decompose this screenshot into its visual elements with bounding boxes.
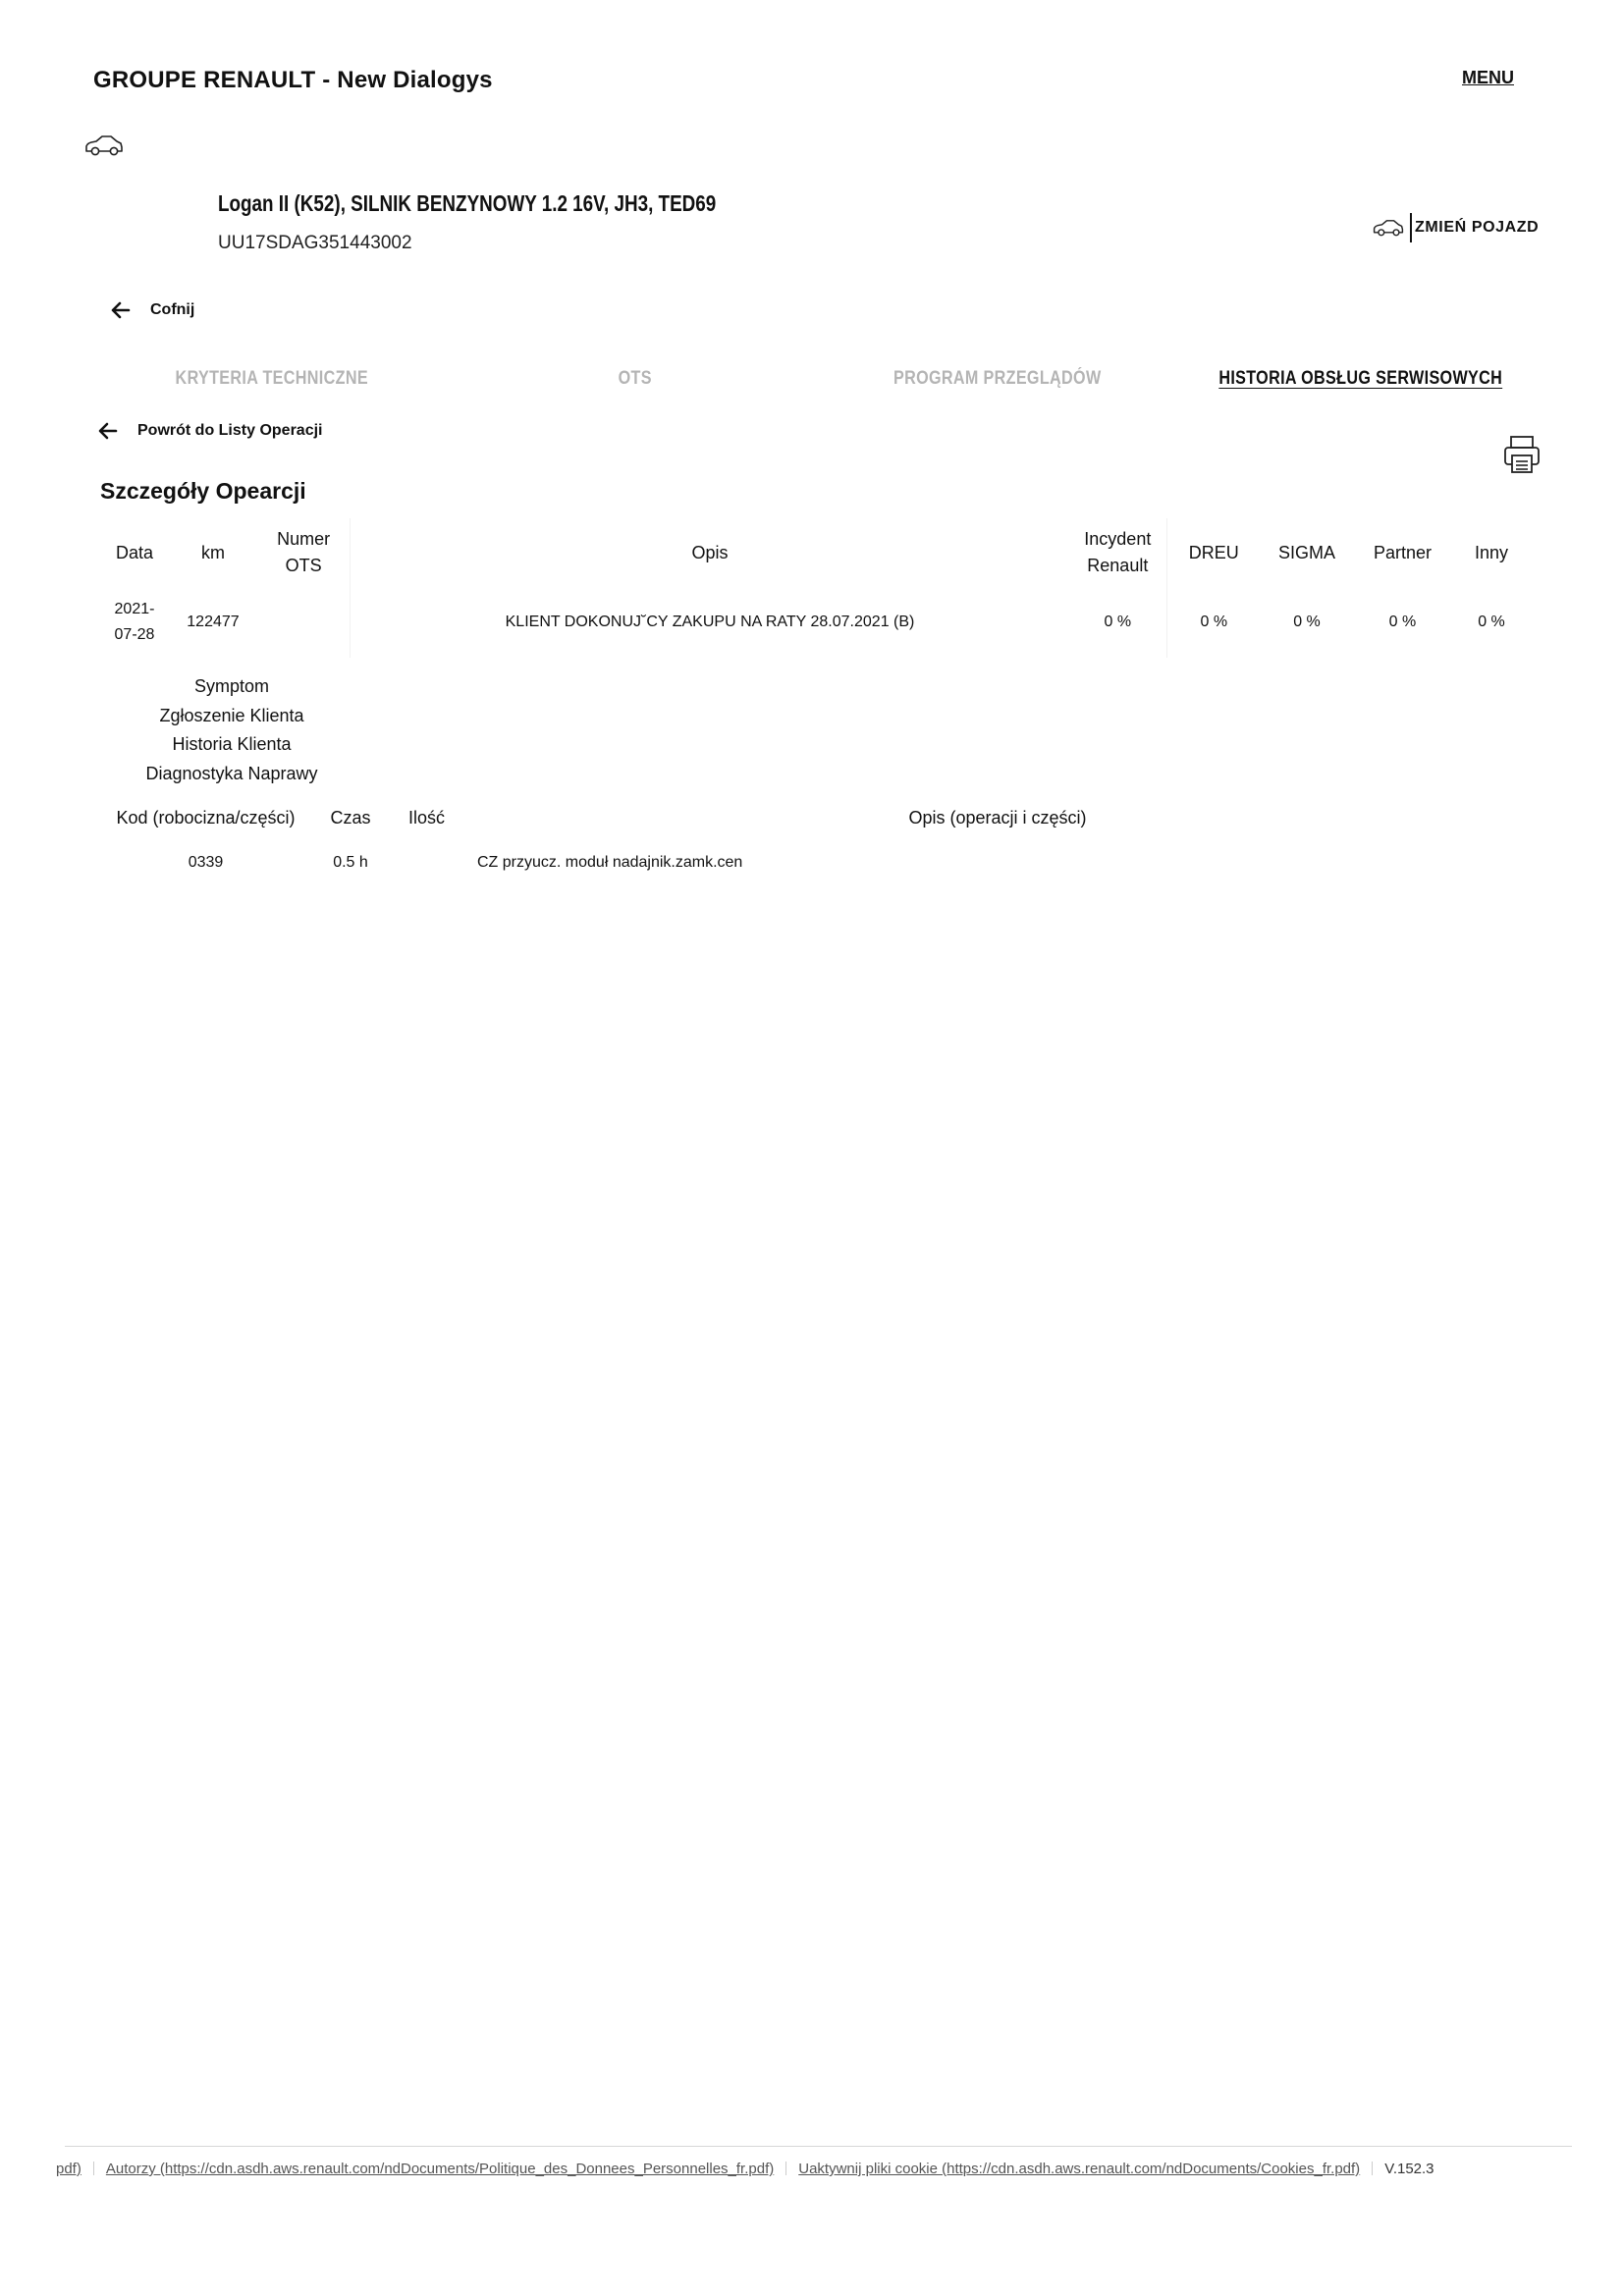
customer-history-label: Historia Klienta [172, 734, 292, 754]
footer-cookies-link[interactable]: Uaktywnij pliki cookie (https://cdn.asdh.aws.renault.com/ndDocuments/Cookies_fr.pdf) [798, 2161, 1361, 2177]
parts-table [100, 801, 1532, 891]
section-title: Szczegóły Opearcji [100, 478, 306, 504]
divider [1410, 213, 1412, 242]
tab-bar [90, 368, 1542, 398]
change-vehicle-label: ZMIEŃ POJAZD [1415, 219, 1540, 236]
table-header-row [100, 801, 1532, 834]
cell-numer-ots [257, 587, 351, 658]
change-vehicle-button[interactable] [1373, 213, 1539, 242]
repair-diagnostics-label: Diagnostyka Naprawy [145, 763, 318, 783]
tab-program-przegladow[interactable]: PROGRAM PRZEGLĄDÓW [893, 368, 1102, 389]
cell-partner: 0 % [1388, 614, 1417, 630]
cell-czas: 0.5 h [333, 854, 368, 871]
footer-divider [65, 2146, 1572, 2147]
return-to-list-label: Powrót do Listy Operacji [137, 422, 323, 439]
footer-separator [93, 2162, 94, 2175]
table-row [100, 834, 1532, 891]
cell-opis-operacji: CZ przyucz. moduł nadajnik.zamk.cen [477, 854, 743, 871]
symptom-label: Symptom [193, 676, 270, 696]
col-numer-ots: Numer OTS [257, 518, 351, 587]
footer-separator [1372, 2162, 1373, 2175]
cell-incydent: 0 % [1069, 587, 1167, 658]
col-incydent-renault: Incydent Renault [1069, 518, 1167, 587]
cell-ilosc [390, 834, 463, 891]
printer-icon[interactable] [1503, 434, 1541, 475]
col-partner: Partner [1373, 542, 1432, 562]
arrow-left-icon [98, 422, 118, 440]
vehicle-vin: UU17SDAG351443002 [218, 233, 412, 253]
col-data: Data [115, 542, 153, 562]
col-dreu: DREU [1188, 542, 1239, 562]
vehicle-name: Logan II (K52), SILNIK BENZYNOWY 1.2 16V, JH3, TED69 [218, 190, 717, 216]
symptom-block [128, 672, 336, 788]
footer-link-partial[interactable]: pdf) [56, 2161, 81, 2177]
footer-separator [785, 2162, 786, 2175]
cell-kod: 0339 [188, 854, 224, 871]
operation-details-table [100, 518, 1532, 658]
col-opis-operacji: Opis (operacji i części) [908, 807, 1087, 828]
version-label: V.152.3 [1384, 2161, 1434, 2177]
col-kod: Kod (robocizna/części) [116, 807, 296, 828]
customer-report-label: Zgłoszenie Klienta [159, 705, 304, 725]
tab-kryteria-techniczne[interactable]: KRYTERIA TECHNICZNE [175, 368, 368, 389]
app-title: GROUPE RENAULT - New Dialogys [93, 67, 493, 93]
cell-opis: KLIENT DOKONUJ˘CY ZAKUPU NA RATY 28.07.2021 (B) [505, 614, 915, 630]
col-ilosc: Ilość [407, 807, 445, 828]
tab-ots[interactable]: OTS [618, 368, 652, 389]
footer-authors-link[interactable]: Autorzy (https://cdn.asdh.aws.renault.com/ndDocuments/Politique_des_Donnees_Personnelles_fr.pdf) [105, 2161, 775, 2177]
col-km: km [200, 542, 225, 562]
footer [56, 2161, 1572, 2180]
cell-inny: 0 % [1478, 614, 1505, 630]
col-czas: Czas [330, 807, 371, 828]
car-icon [1373, 217, 1404, 239]
cell-date: 2021- 07-28 [114, 601, 155, 643]
back-button[interactable] [111, 301, 194, 319]
table-header-row [100, 518, 1532, 587]
tab-historia-obslug-serwisowych[interactable]: HISTORIA OBSŁUG SERWISOWYCH [1217, 368, 1502, 389]
table-row [100, 587, 1532, 658]
cell-km: 122477 [187, 614, 240, 630]
col-opis: Opis [691, 542, 729, 562]
return-to-list-button[interactable] [98, 422, 322, 440]
cell-dreu: 0 % [1200, 614, 1228, 630]
cell-sigma: 0 % [1293, 614, 1321, 630]
col-sigma: SIGMA [1277, 542, 1335, 562]
car-icon [84, 133, 124, 158]
menu-button[interactable]: MENU [1462, 68, 1514, 87]
back-label: Cofnij [150, 301, 195, 318]
arrow-left-icon [111, 301, 131, 319]
col-inny: Inny [1474, 542, 1508, 562]
